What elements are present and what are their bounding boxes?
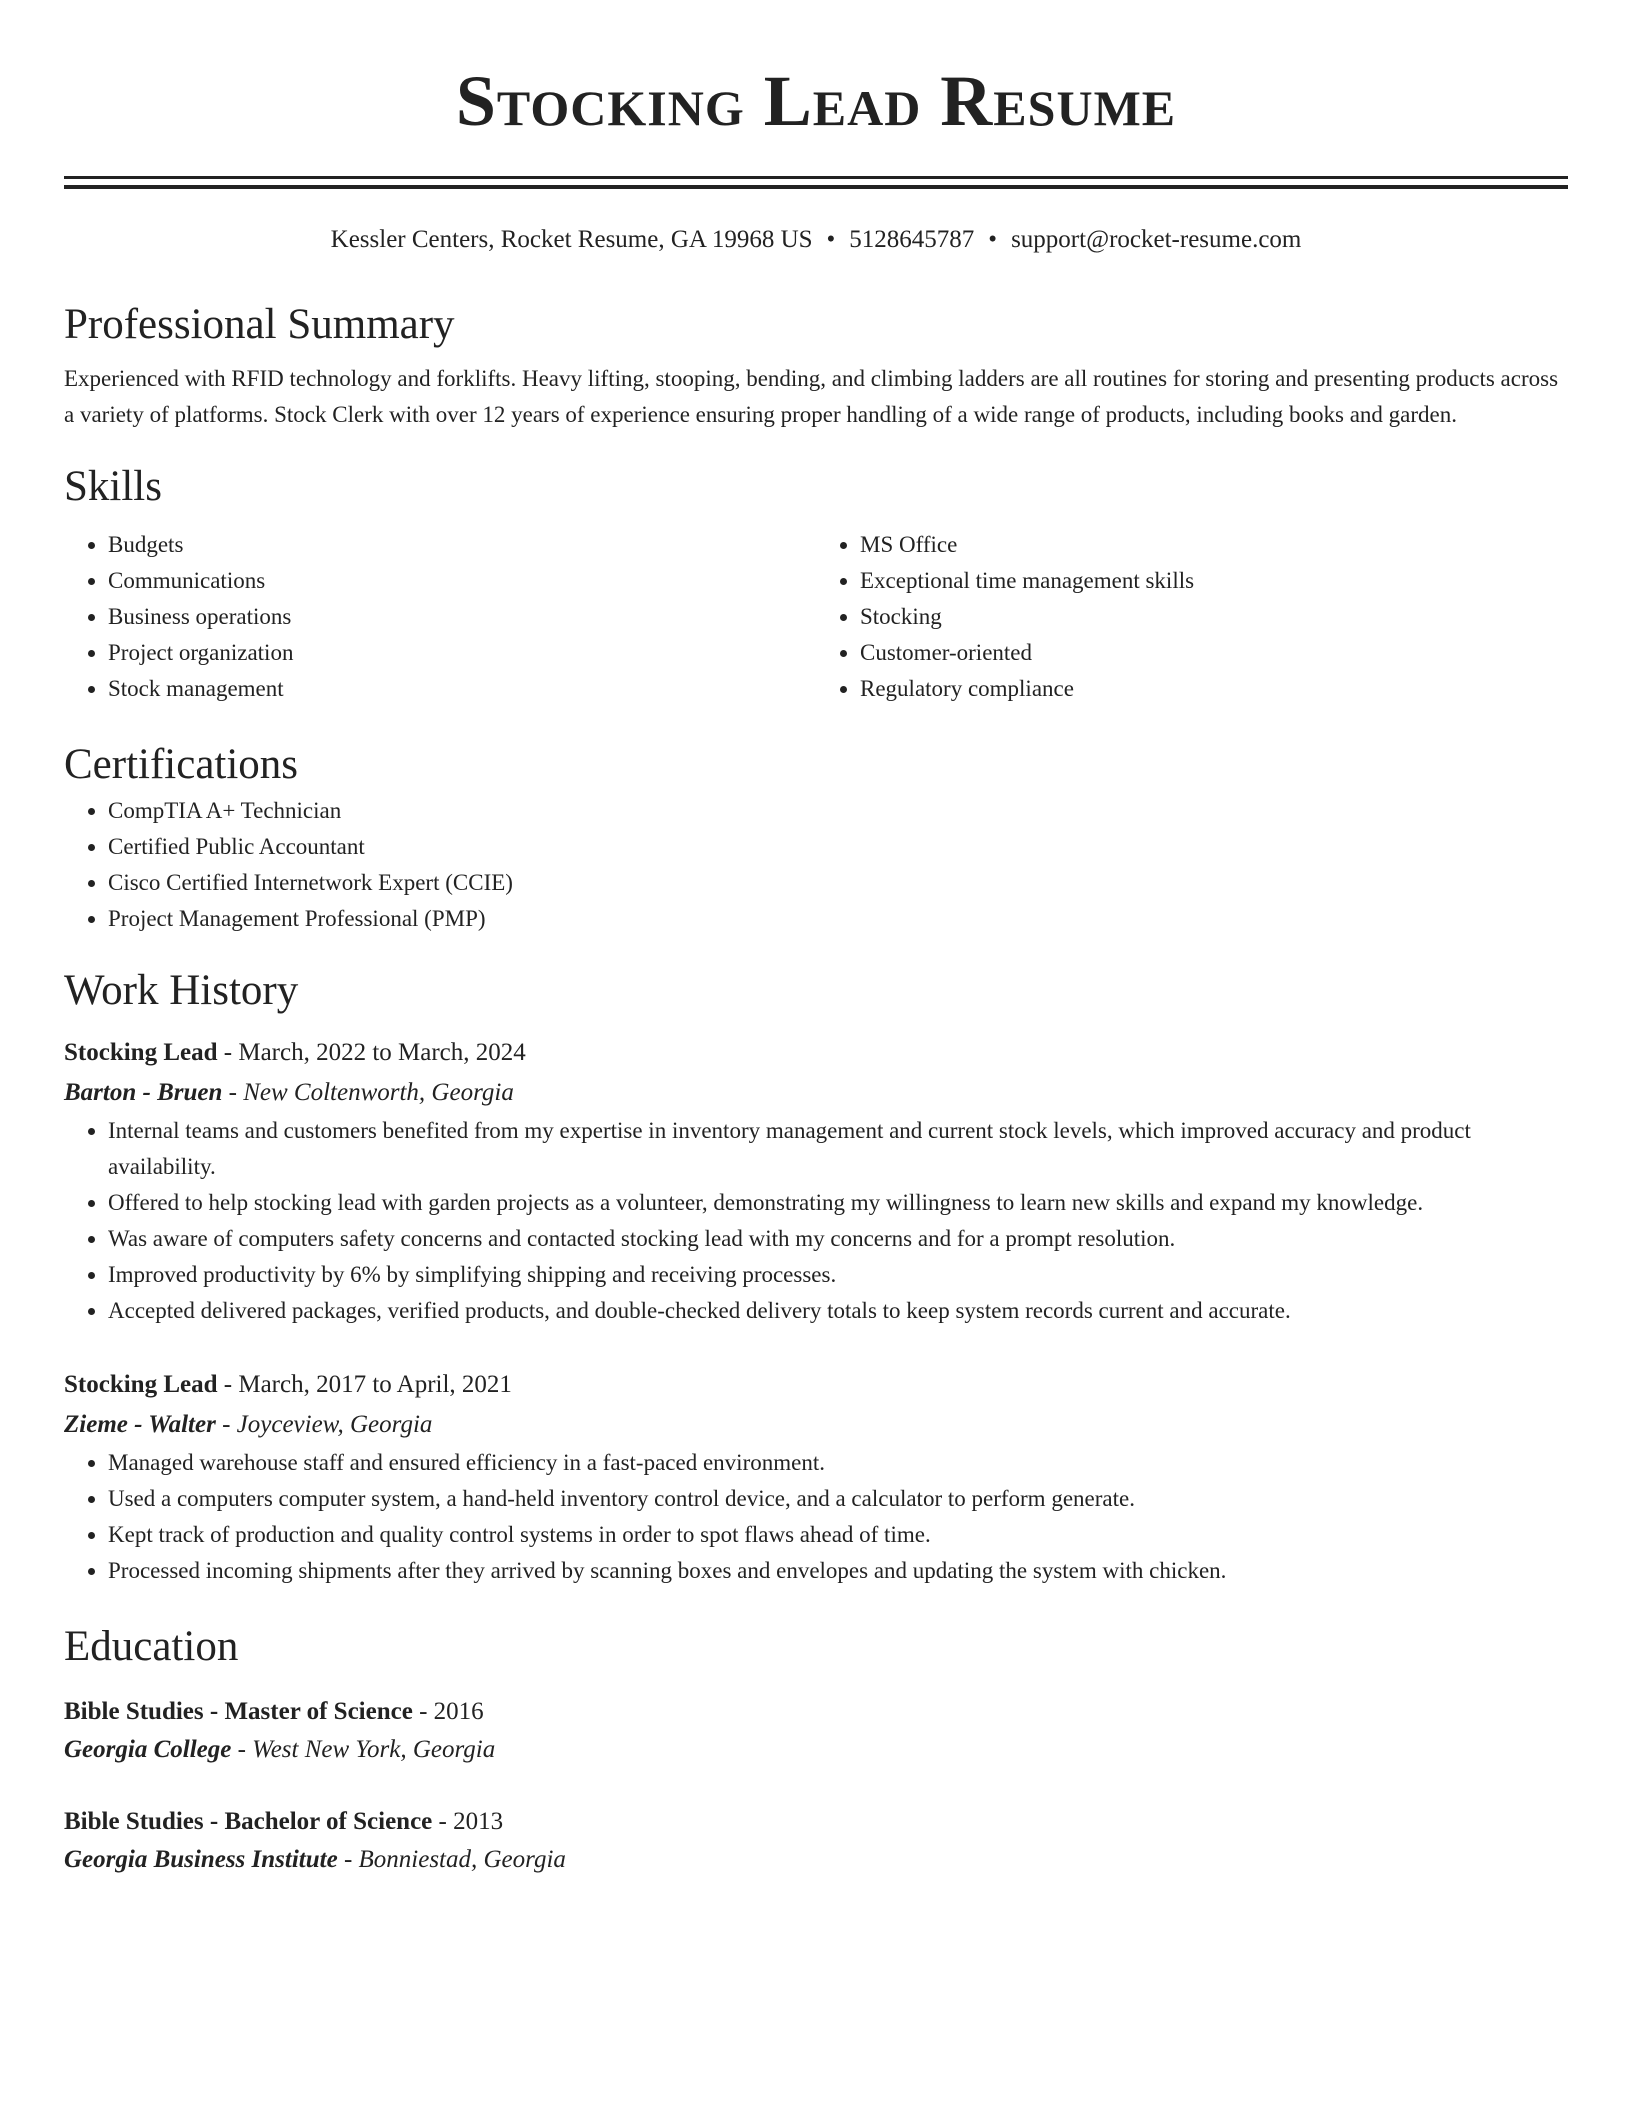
skill-item: • Customer-oriented <box>860 635 1568 671</box>
contact-email: support@rocket-resume.com <box>1011 226 1302 253</box>
job-duties-list <box>64 1445 1568 1589</box>
skill-item: • MS Office <box>860 527 1568 563</box>
skill-item: • Stock management <box>108 671 816 707</box>
skill-item: • Exceptional time management skills <box>860 563 1568 599</box>
education-entry <box>64 1803 1568 1879</box>
title-divider-top <box>64 176 1568 179</box>
contact-separator: • <box>826 226 836 253</box>
education-entry <box>64 1693 1568 1769</box>
skill-item: • Regulatory compliance <box>860 671 1568 707</box>
skills-heading: Skills <box>64 463 162 510</box>
skills-right-list <box>816 527 1568 707</box>
job-duties-list <box>64 1113 1568 1329</box>
school-name: Georgia College <box>64 1736 232 1763</box>
employer-line <box>64 1405 1568 1445</box>
skill-item: • Communications <box>108 563 816 599</box>
title-divider-bottom <box>64 185 1568 189</box>
employer-location: - New Coltenworth, Georgia <box>222 1079 514 1106</box>
degree-name: Bible Studies - Bachelor of Science <box>64 1808 433 1835</box>
school-name: Georgia Business Institute <box>64 1846 338 1873</box>
job-duty: • Kept track of production and quality control systems in order to spot flaws ahead of time. <box>108 1517 1568 1553</box>
degree-name: Bible Studies - Master of Science <box>64 1698 413 1725</box>
job-title-line <box>64 1365 1568 1405</box>
job-title: Stocking Lead <box>64 1371 218 1398</box>
job-duty: • Used a computers computer system, a hand-held inventory control device, and a calculator to perform generate. <box>108 1481 1568 1517</box>
certification-item: • CompTIA A+ Technician <box>108 793 1568 829</box>
skills-columns <box>64 527 1568 707</box>
job-entry <box>64 1365 1568 1589</box>
job-duty: • Managed warehouse staff and ensured efficiency in a fast-paced environment. <box>108 1445 1568 1481</box>
certifications-list <box>64 793 1568 937</box>
school-line <box>64 1841 1568 1879</box>
job-duty: • Accepted delivered packages, verified products, and double-checked delivery totals to keep system records current and accurate. <box>108 1293 1568 1329</box>
degree-line <box>64 1803 1568 1841</box>
resume-title: Stocking Lead Resume <box>455 61 1177 141</box>
certification-item: • Project Management Professional (PMP) <box>108 901 1568 937</box>
contact-phone: 5128645787 <box>849 226 975 253</box>
job-dates: - March, 2017 to April, 2021 <box>217 1371 512 1398</box>
employer-name: Barton - Bruen <box>64 1079 223 1106</box>
employer-location: - Joyceview, Georgia <box>215 1411 433 1438</box>
skill-item: • Project organization <box>108 635 816 671</box>
contact-separator: • <box>988 226 998 253</box>
skills-left-list <box>64 527 816 707</box>
school-location: - Bonniestad, Georgia <box>337 1846 566 1873</box>
summary-heading: Professional Summary <box>64 301 455 348</box>
skill-item: • Stocking <box>860 599 1568 635</box>
job-dates: - March, 2022 to March, 2024 <box>217 1039 526 1066</box>
degree-year: - 2013 <box>432 1808 504 1835</box>
degree-line <box>64 1693 1568 1731</box>
job-entry <box>64 1033 1568 1329</box>
contact-line <box>64 223 1568 257</box>
employer-line <box>64 1073 1568 1113</box>
school-line <box>64 1731 1568 1769</box>
certification-item: • Certified Public Accountant <box>108 829 1568 865</box>
job-duty: • Internal teams and customers benefited from my expertise in inventory management and current stock levels, which improved accuracy and product availability. <box>108 1113 1568 1185</box>
contact-address: Kessler Centers, Rocket Resume, GA 19968 US <box>330 226 813 253</box>
job-duty: • Offered to help stocking lead with garden projects as a volunteer, demonstrating my willingness to learn new skills and expand my knowledge. <box>108 1185 1568 1221</box>
skill-item: • Business operations <box>108 599 816 635</box>
summary-text: Experienced with RFID technology and forklifts. Heavy lifting, stooping, bending, and climbing ladders are all routines for storing and presenting products across a variety of platforms. Stock Clerk with over 12 years of experience ensuring proper handling of a wide range of products, including books and garden. <box>64 366 1559 427</box>
job-title-line <box>64 1033 1568 1073</box>
certifications-heading: Certifications <box>64 741 299 788</box>
skill-item: • Budgets <box>108 527 816 563</box>
employer-name: Zieme - Walter <box>64 1411 216 1438</box>
education-heading: Education <box>64 1623 239 1670</box>
job-duty: • Was aware of computers safety concerns and contacted stocking lead with my concerns and for a prompt resolution. <box>108 1221 1568 1257</box>
job-title: Stocking Lead <box>64 1039 218 1066</box>
work-history-heading: Work History <box>64 967 299 1014</box>
certification-item: • Cisco Certified Internetwork Expert (CCIE) <box>108 865 1568 901</box>
school-location: - West New York, Georgia <box>231 1736 496 1763</box>
job-duty: • Processed incoming shipments after they arrived by scanning boxes and envelopes and updating the system with chicken. <box>108 1553 1568 1589</box>
job-duty: • Improved productivity by 6% by simplifying shipping and receiving processes. <box>108 1257 1568 1293</box>
degree-year: - 2016 <box>412 1698 484 1725</box>
